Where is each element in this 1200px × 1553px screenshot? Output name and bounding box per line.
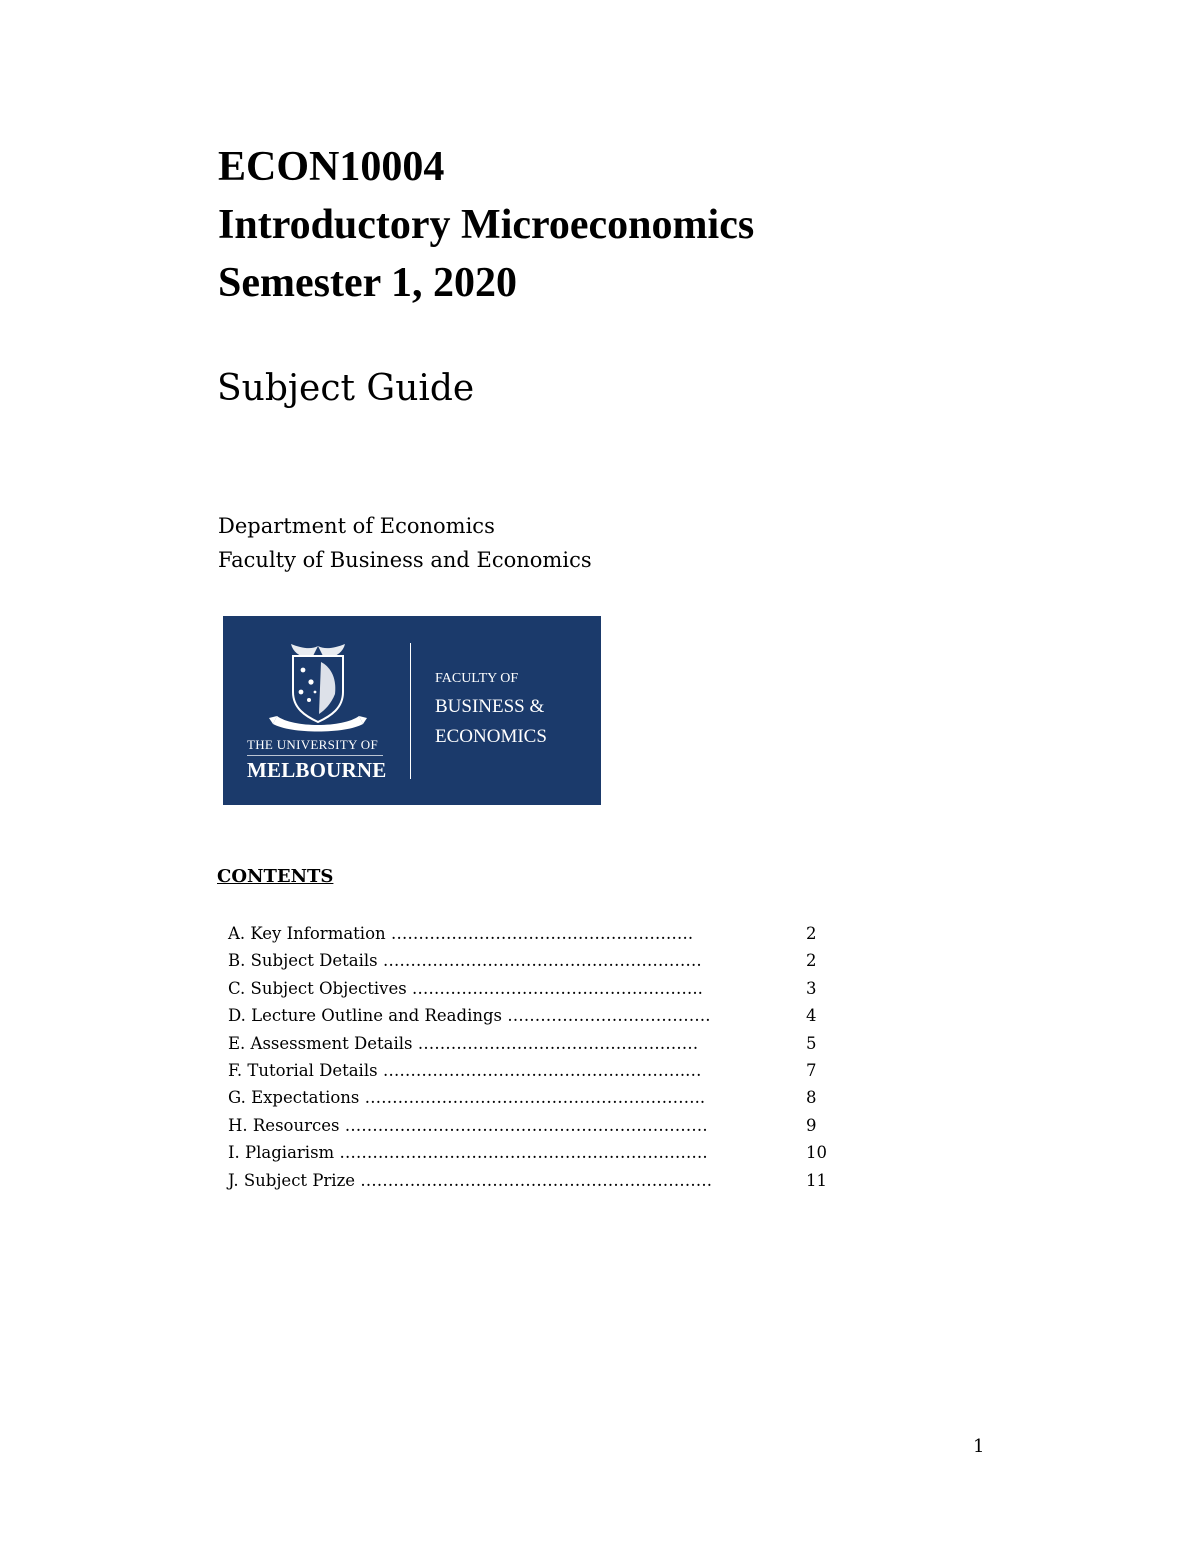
toc-item[interactable] xyxy=(228,1002,838,1029)
toc-item-page: 4 xyxy=(806,1006,817,1026)
logo-divider xyxy=(410,643,411,779)
faculty-logo xyxy=(223,616,601,805)
toc-item[interactable] xyxy=(228,947,838,974)
toc-item[interactable] xyxy=(228,1112,838,1139)
toc-item-page: 8 xyxy=(806,1088,817,1108)
toc-item-page: 9 xyxy=(806,1115,817,1135)
toc-item-page: 7 xyxy=(806,1060,817,1080)
title-block xyxy=(218,138,754,312)
toc-item-label: I. Plagiarism …………………………………………………………. xyxy=(228,1143,708,1163)
subject-code: ECON10004 xyxy=(218,144,445,190)
faculty-name: Faculty of Business and Economics xyxy=(218,548,592,572)
toc-item-label: A. Key Information ………………………………………………. xyxy=(228,924,694,943)
toc-item-label: D. Lecture Outline and Readings ………………………………. xyxy=(228,1006,711,1026)
toc-item[interactable] xyxy=(228,1057,838,1084)
toc-item-page: 3 xyxy=(806,978,817,998)
toc-item[interactable] xyxy=(228,1084,838,1111)
toc-item[interactable] xyxy=(228,920,838,947)
toc-item-page: 2 xyxy=(806,924,817,943)
toc-item-label: F. Tutorial Details ……………………………………………….… xyxy=(228,1060,702,1080)
department-name: Department of Economics xyxy=(218,514,495,538)
subject-name: Introductory Microeconomics xyxy=(218,202,755,248)
toc-item-label: J. Subject Prize ………………………………………………………. xyxy=(228,1170,713,1190)
faculty-label-1: FACULTY OF xyxy=(435,671,519,686)
toc-item-page: 10 xyxy=(806,1143,827,1163)
department-block xyxy=(218,509,592,577)
toc-item[interactable] xyxy=(228,1139,838,1166)
toc-item-page: 2 xyxy=(806,951,817,971)
toc-item-page: 11 xyxy=(806,1170,827,1190)
toc-item[interactable] xyxy=(228,1167,838,1194)
table-of-contents xyxy=(228,920,838,1194)
toc-item-label: C. Subject Objectives …………………………………………….. xyxy=(228,978,703,998)
toc-item-page: 5 xyxy=(806,1033,817,1053)
semester: Semester 1, 2020 xyxy=(218,260,517,306)
university-rule xyxy=(247,755,383,756)
toc-item[interactable] xyxy=(228,975,838,1002)
document-subtitle: Subject Guide xyxy=(217,368,475,409)
toc-item-label: G. Expectations …………………………………………………….. xyxy=(228,1088,706,1108)
toc-item[interactable] xyxy=(228,1030,838,1057)
faculty-label-3: ECONOMICS xyxy=(435,726,547,747)
contents-heading: CONTENTS xyxy=(217,866,334,887)
university-label-small: THE UNIVERSITY OF xyxy=(247,737,378,752)
toc-item-label: E. Assessment Details …………………………………………… xyxy=(228,1033,699,1053)
toc-item-label: H. Resources ………………………………………………………… xyxy=(228,1115,708,1135)
toc-item-label: B. Subject Details …………………………………………………. xyxy=(228,951,702,971)
page-number: 1 xyxy=(973,1436,985,1457)
faculty-label-2: BUSINESS & xyxy=(435,696,545,717)
university-label-big: MELBOURNE xyxy=(247,758,387,782)
university-crest-icon xyxy=(263,642,373,734)
